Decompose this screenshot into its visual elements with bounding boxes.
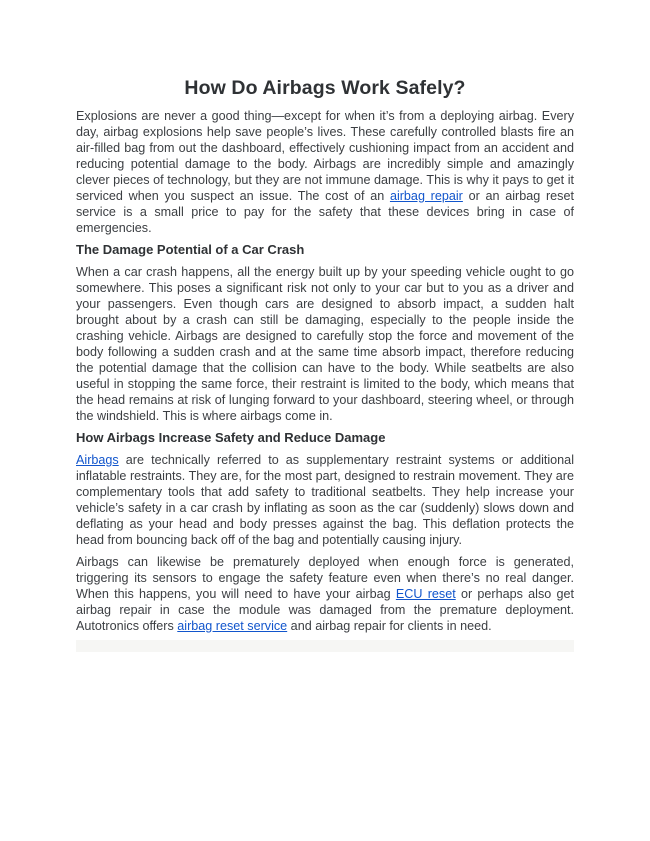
airbag-reset-service-link[interactable]: airbag reset service (177, 619, 288, 633)
premature-text-3: and airbag repair for clients in need. (287, 619, 492, 633)
intro-paragraph (76, 108, 574, 236)
section-heading-increase-safety: How Airbags Increase Safety and Reduce Damage (76, 430, 386, 445)
section-heading-damage-potential: The Damage Potential of a Car Crash (76, 242, 305, 257)
airbag-repair-link[interactable]: airbag repair (389, 189, 463, 203)
intro-text-before-link: Explosions are never a good thing—except for when it’s from a deploying airbag. Every day, airbag explosions help save people’s lives. These carefully controlled blasts fire an air-filled bag from out the dashboard, effectively cushioning impact from an accident and reducing potential damage to the body. Airbags are incredibly simple and amazingly clever pieces of technology, but they are not immune damage. This is why it pays to get it serviced when you suspect an issue. The cost of an (76, 109, 574, 203)
footer-highlight-band (76, 640, 574, 652)
safety-paragraph-text: are technically referred to as supplementary restraint systems or additional inflatable restraints. They are, for the most part, designed to restrain movement. They are complementary tools that add safety to traditional seatbelts. They help increase your vehicle’s safety in a car crash by inflating as soon as the car (suddenly) slows down and deflating as your head and body presses against the bag. This deflation protects the head from bouncing back off of the bag and potentially causing injury. (76, 453, 574, 547)
damage-potential-paragraph: When a car crash happens, all the energy built up by your speeding vehicle ought to go somewhere. This poses a significant risk not only to your car but to you as a driver and your passengers. Even though cars are designed to absorb impact, a sudden halt brought about by a crash can still be damaging, especially to the people inside the crashing vehicle. Airbags are designed to carefully stop the force and movement of the body following a sudden crash and at the same time absorb impact, therefore reducing the potential damage that the collision can have to the body. While seatbelts are also useful in stopping the same force, their restraint is limited to the body, which means that the head remains at risk of lunging forward to your dashboard, steering wheel, or through the windshield. This is where airbags come in. (76, 265, 574, 423)
ecu-reset-link[interactable]: ECU reset (395, 587, 456, 601)
page-title: How Do Airbags Work Safely? (184, 77, 466, 99)
premature-text-2: or perhaps also get airbag repair in case the module was damaged from the premature deployment. Autotronics offers (76, 587, 575, 633)
airbags-link[interactable]: Airbags (76, 453, 119, 467)
premature-text-1: Airbags can likewise be prematurely deployed when enough force is generated, triggering its sensors to engage the safety feature even when there’s no real danger. When this happens, you will need to have your airbag (76, 555, 574, 601)
intro-text-after-link: or an airbag reset service is a small price to pay for the safety that these devices bring in case of emergencies. (76, 189, 574, 235)
safety-paragraph (76, 452, 574, 548)
premature-deployment-paragraph (76, 554, 574, 634)
